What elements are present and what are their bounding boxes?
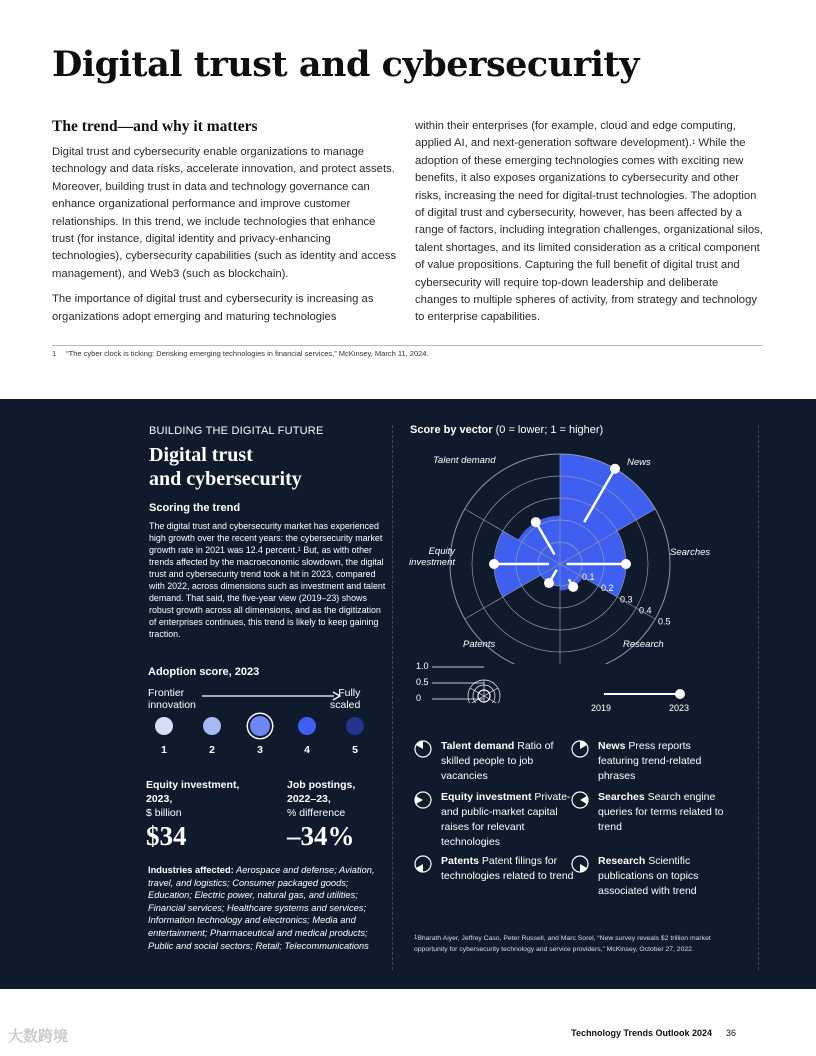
- legend-item: [598, 854, 733, 899]
- industries-list: Aerospace and defense; Aviation, travel, and logistics; Consumer packaged goods; Education; Electric power, natural gas, and utilities; Financial services; Healthcare systems and services; Information technology and electronics; Media and entertainment; Pharmaceutical and medical products; Public and social sectors; Retail; Telecommunications: [148, 865, 375, 951]
- section-heading: The trend—and why it matters: [52, 118, 258, 135]
- legend-term: Patents: [441, 855, 479, 867]
- adoption-level-label: 1: [161, 744, 167, 756]
- footnote: [52, 349, 429, 358]
- timeline-icon: [600, 688, 690, 700]
- timeline-start: 2019: [591, 703, 612, 713]
- adoption-level-2: [203, 717, 221, 735]
- vector-point: [621, 559, 631, 569]
- legend-item: [598, 790, 733, 835]
- scoring-text: [149, 520, 389, 640]
- legend-description: Private- and public-market capital raises for relevant technologies: [441, 791, 571, 848]
- vector-point: [544, 578, 554, 588]
- legend-term: Talent demand: [441, 740, 515, 752]
- right-column: [415, 118, 763, 335]
- legend-term: News: [598, 740, 626, 752]
- news-icon: [570, 739, 590, 759]
- scoring-text-part: But, as with other trends affected by the macroeconomic slowdown, the digital trust and cybersecurity trend took a hit in 2023, compared with 2022, across dimensions such as investment and talent demand. That said, the five-year view (2019–23) shows robust growth across all dimensions, and as the digitization of enterprises continues, this trend is likely to keep gaining traction.: [149, 545, 386, 639]
- vector-point: [568, 582, 578, 592]
- radial-tick-label: 0.2: [600, 583, 614, 594]
- vector-label: Equity investment: [409, 546, 455, 568]
- footnote-text: “The cyber clock is ticking: Derisking emerging technologies in financial services,” McKinsey, March 11, 2024.: [66, 349, 429, 358]
- patents-icon: [413, 854, 433, 874]
- scoring-heading: Scoring the trend: [149, 502, 241, 514]
- scale-legend-icon: [432, 663, 542, 703]
- adoption-level-3: [250, 716, 270, 736]
- legend-item: [598, 739, 733, 784]
- radial-tick-label: 0.1: [581, 572, 595, 583]
- label-line: $ billion: [146, 807, 182, 819]
- paragraph: Digital trust and cybersecurity enable organizations to manage technology and data risks, accelerate innovation, and protect assets. Moreover, building trust in data and technology governance can enhance organizational performance and improve customer relationships. In this trend, we include technologies that enhance trust (for instance, digital identity and privacy-enhancing technologies), cybersecurity capabilities (such as identity and access management), and Web3 (such as blockchain).: [52, 146, 397, 280]
- job-postings-label: [287, 778, 355, 820]
- label-line: Frontier: [148, 687, 185, 699]
- legend-item: [441, 790, 576, 850]
- vector-point: [610, 464, 620, 474]
- adoption-heading: Adoption score, 2023: [148, 666, 260, 678]
- vector-label: News: [627, 457, 651, 468]
- label-line: innovation: [148, 699, 196, 711]
- panel-footnote-text: Bharath Aiyer, Jeffrey Caso, Peter Russell, and Marc Sorel, “New survey reveals $2 trillion market opportunity for cybersecurity technology and service providers,” McKinsey, October 27, 2022.: [414, 935, 711, 953]
- vector-label: Patents: [463, 639, 496, 650]
- divider: [52, 345, 763, 346]
- label-line: 2022–23,: [287, 793, 331, 805]
- research-icon: [570, 854, 590, 874]
- panel-divider: [758, 425, 759, 970]
- legend-description: Patent filings for technologies related to trend: [441, 855, 574, 882]
- legend-term: Equity investment: [441, 791, 532, 803]
- paragraph: The importance of digital trust and cybersecurity is increasing as organizations adopt emerging and maturing technologies: [52, 293, 374, 323]
- scale-tick: 0: [416, 693, 422, 703]
- radial-tick-label: 0.4: [638, 605, 652, 616]
- adoption-level-4: [298, 717, 316, 735]
- panel-title: [149, 443, 302, 491]
- industries-lead: Industries affected:: [148, 865, 234, 875]
- legend-description: Ratio of skilled people to job vacancies: [441, 740, 554, 782]
- trend-panel: [0, 399, 816, 989]
- adoption-level-label: 5: [352, 744, 358, 756]
- page-number: 36: [725, 1028, 736, 1038]
- label-line: 2023,: [146, 793, 173, 805]
- label-line: % difference: [287, 807, 346, 819]
- footnote-mark: 1: [691, 140, 696, 147]
- panel-title-line: Digital trust: [149, 444, 253, 466]
- footnote-mark: 1: [414, 935, 418, 941]
- talent-demand-icon: [413, 739, 433, 759]
- timeline-end: 2023: [669, 703, 690, 713]
- adoption-right-label: [330, 687, 360, 711]
- searches-icon: [570, 790, 590, 810]
- adoption-level-label: 2: [209, 744, 215, 756]
- label-line: Equity investment,: [146, 779, 240, 791]
- label-line: scaled: [330, 699, 361, 711]
- scale-tick: 1.0: [416, 661, 429, 671]
- footnote-number: 1: [52, 349, 57, 358]
- panel-title-line: and cybersecurity: [149, 468, 302, 490]
- scoring-text-part: The digital trust and cybersecurity market has experienced high growth over the recent years: the cybersecurity market growth rate in 2021 was 12.4 percent.: [149, 521, 383, 555]
- radial-tick-label: 0.3: [619, 594, 633, 605]
- footnote-mark: 1: [297, 547, 301, 553]
- panel-footnote: [414, 933, 744, 955]
- panel-divider: [392, 425, 393, 970]
- vector-label: Searches: [670, 547, 711, 558]
- left-column: [52, 144, 400, 334]
- radial-tick-label: 0.5: [657, 616, 671, 627]
- label-line: Fully: [338, 687, 361, 699]
- vector-point: [531, 517, 541, 527]
- legend-description: Scientific publications on topics associated with trend: [598, 855, 699, 897]
- adoption-level-5: [346, 717, 364, 735]
- adoption-level-label: 3: [257, 744, 263, 756]
- paragraph: [415, 118, 763, 327]
- job-postings-value: –34%: [287, 821, 355, 851]
- equity-investment-icon: [413, 790, 433, 810]
- legend-description: Search engine queries for terms related to trend: [598, 791, 724, 833]
- industries-affected: [148, 864, 388, 952]
- adoption-level-1: [155, 717, 173, 735]
- adoption-arrow-icon: [200, 691, 342, 701]
- vector-label: Talent demand: [433, 455, 496, 466]
- vector-heading: Score by vector (0 = lower; 1 = higher): [410, 424, 604, 436]
- page-footer: [571, 1028, 736, 1038]
- page-title: Digital trust and cybersecurity: [52, 44, 639, 85]
- adoption-level-label: 4: [304, 744, 310, 756]
- equity-investment-label: [146, 778, 239, 820]
- legend-item: [441, 854, 576, 884]
- legend-term: Research: [598, 855, 646, 867]
- legend-item: [441, 739, 576, 784]
- scale-tick: 0.5: [416, 677, 429, 687]
- paragraph-text: within their enterprises (for example, cloud and edge computing, applied AI, and next-generation software development).: [415, 120, 736, 150]
- watermark: 大数跨境: [8, 1028, 69, 1045]
- legend-description: Press reports featuring trend-related phrases: [598, 740, 702, 782]
- label-line: Job postings,: [287, 779, 356, 791]
- adoption-left-label: [148, 687, 196, 711]
- publication-name: Technology Trends Outlook 2024: [571, 1028, 712, 1038]
- equity-investment-value: $34: [146, 821, 187, 851]
- paragraph-text: While the adoption of these emerging technologies comes with exciting new benefits, it also exposes organizations to cybersecurity and other risks, increasing the need for digital-trust technologies. The adoption of digital trust and cybersecurity, however, has been affected by a range of factors, including integration challenges, organizational silos, talent shortages, and its limited consideration as a critical component of value propositions. Capturing the full benefit of digital trust and cybersecurity will require top-down leadership and deliberate changes to multiple spheres of activity, from strategy and technology to enterprise capabilities.: [415, 137, 763, 324]
- vector-point: [489, 559, 499, 569]
- panel-kicker: BUILDING THE DIGITAL FUTURE: [149, 425, 324, 437]
- legend-term: Searches: [598, 791, 645, 803]
- vector-label: Research: [623, 639, 664, 650]
